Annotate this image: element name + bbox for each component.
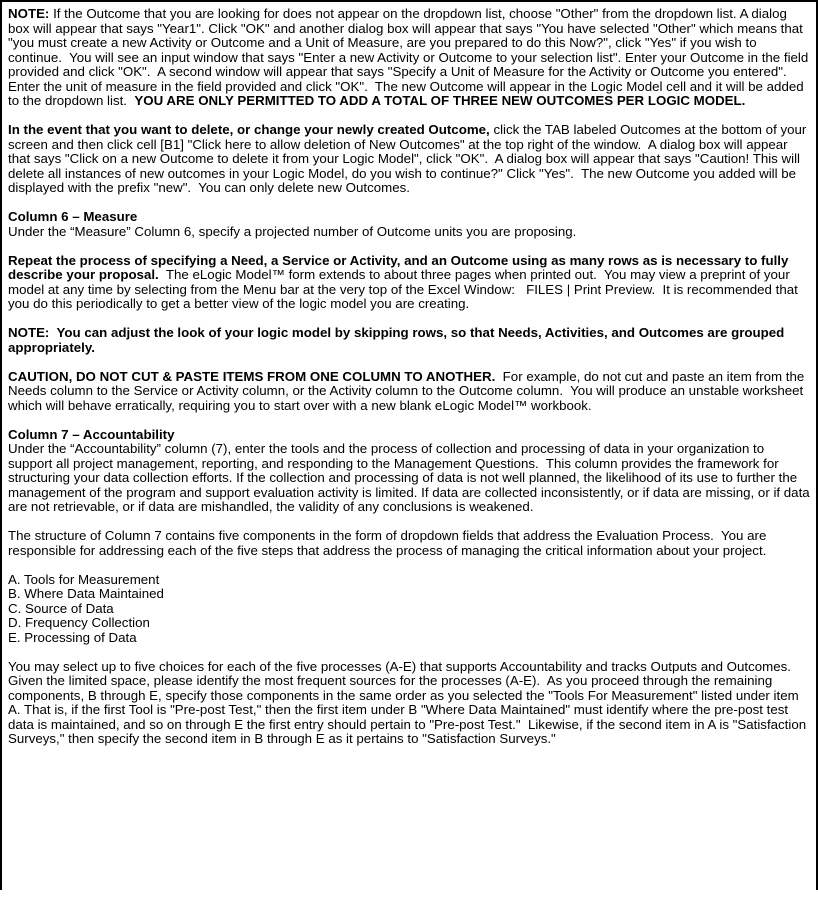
para-repeat-process <box>8 254 811 312</box>
repeat-process-body: The eLogic Model™ form extends to about three pages when printed out. You may view a preprint of your model at any time by selecting from the Menu bar at the very top of the Excel Window: FILES | Print Preview. It is recommended that you do this periodically to get a better view of the logic model you are creating. <box>8 267 802 311</box>
para-selection: You may select up to five choices for each of the five processes (A-E) that supports Accountability and tracks Outputs and Outcomes. Given the limited space, please identify the most frequent sources for the processes (A-E). As you proceed through the remaining components, B through E, specify those components in the same order as you selected the "Tools For Measurement" listed under item A. That is, if the first Tool is "Pre-post Test," then the first item under B "Where Data Maintained" must identify where the pre-post test data is maintained, and so on through E the first entry should pertain to "Pre-post Test." Likewise, if the second item in A is "Satisfaction Surveys," then specify the second item in B through E as it pertains to "Satisfaction Surveys." <box>8 658 810 746</box>
column6-heading: Column 6 – Measure <box>8 209 138 224</box>
section-column7 <box>8 426 814 515</box>
list-item-where-maintained: B. Where Data Maintained <box>8 586 164 601</box>
delete-outcome-body: click the TAB labeled Outcomes at the bottom of your screen and then click cell [B1] "Click here to allow deletion of New Outcomes" at the top right of the window. A dialog box will appear that says "Click on a new Outcome to delete it from your Logic Model", click "OK". A dialog box will appear that says "Caution! This will delete all instances of new outcomes in your Logic Model, do you wish to continue?" Click "Yes". The new Outcome you added will be displayed with the prefix "new". You can only delete new Outcomes. <box>8 122 811 195</box>
section-column6 <box>8 210 811 239</box>
outcome-limit-emphasis: YOU ARE ONLY PERMITTED TO ADD A TOTAL OF THREE NEW OUTCOMES PER LOGIC MODEL. <box>134 93 746 108</box>
list-item-source: C. Source of Data <box>8 600 114 616</box>
para-note-skip-rows: NOTE: You can adjust the look of your logic model by skipping rows, so that Needs, Activities, and Outcomes are grouped appropriately. <box>8 325 788 355</box>
caution-lead: CAUTION, DO NOT CUT & PASTE ITEMS FROM ONE COLUMN TO ANOTHER. <box>8 368 496 384</box>
list-item-processing: E. Processing of Data <box>8 629 137 645</box>
caution-body: For example, do not cut and paste an item from the Needs column to the Service or Activity column, or the Activity column to the Outcome column. You will produce an unstable worksheet which will behave erratically, requiring you to start over with a new blank eLogic Model™ workbook. <box>8 368 808 413</box>
para-note-add-outcomes <box>8 7 811 109</box>
components-list <box>8 573 811 646</box>
column7-heading: Column 7 – Accountability <box>8 426 175 442</box>
note-label: NOTE: <box>8 6 50 21</box>
document-content <box>2 2 816 747</box>
para-caution <box>8 370 811 414</box>
column7-body: Under the “Accountability” column (7), enter the tools and the process of collection and processing of data in your organization to support all project management, reporting, and responding to the Management Questions. This column provides the framework for structuring your data collection efforts. If the collection and processing of data is not well planned, the likelihood of its use to further the management of the program and support evaluation activity is limited. If data are collected inconsistently, or if data are missing, or if data are not retrievable, or if data are mishandled, the validity of any conclusions is weakened. <box>8 441 814 514</box>
note-body: If the Outcome that you are looking for does not appear on the dropdown list, choose "Other" from the dropdown list. A dialog box will appear that says "Year1". Click "OK" and another dialog box will appear that says "You have selected "Other" which means that "you must create a new Activity or Outcome and a Unit of Measure, are you prepared to do this Now?", click "Yes" if you wish to continue. You will see an input window that says "Enter a new Activity or Outcome to your selection list". Enter your Outcome in the field provided and click "OK". A second window will appear that says "Specify a Unit of Measure for the Activity or Outcome you entered". Enter the unit of measure in the field provided and click "OK". The new Outcome will appear in the Logic Model cell and it will be added to the dropdown list. <box>8 6 812 108</box>
para-delete-outcome <box>8 123 811 196</box>
column6-body: Under the “Measure” Column 6, specify a projected number of Outcome units you are proposing. <box>8 223 577 239</box>
list-item-tools: A. Tools for Measurement <box>8 571 160 587</box>
list-item-frequency: D. Frequency Collection <box>8 615 150 630</box>
delete-outcome-lead: In the event that you want to delete, or change your newly created Outcome, <box>8 122 490 137</box>
repeat-process-lead: Repeat the process of specifying a Need, a Service or Activity, and an Outcome using as many rows as is necessary to fully describe your proposal. <box>8 252 793 282</box>
para-structure: The structure of Column 7 contains five components in the form of dropdown fields that address the Evaluation Process. You are responsible for addressing each of the five steps that address the process of managing the critical information about your project. <box>8 528 771 558</box>
